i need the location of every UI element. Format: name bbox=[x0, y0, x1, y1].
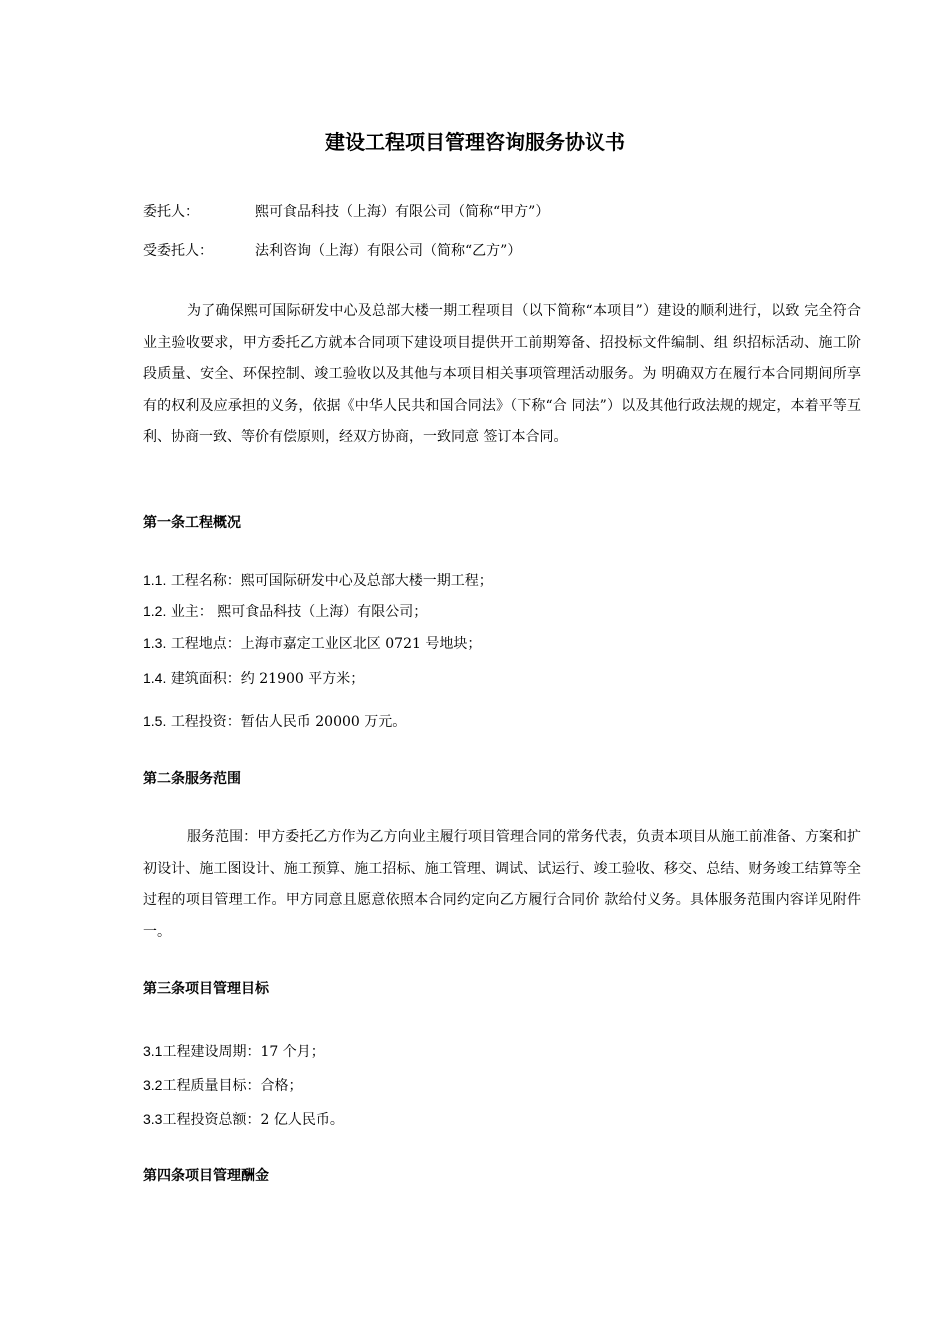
party-client-value: 熙可食品科技（上海）有限公司（简称“甲方”） bbox=[255, 204, 550, 220]
item-number: 3.3 bbox=[143, 1111, 163, 1127]
item-text: 工程地点：上海市嘉定工业区北区 0721 号地块； bbox=[170, 636, 482, 652]
section2-heading: 第二条服务范围 bbox=[143, 771, 241, 787]
item-text: 工程投资：暂估人民币 20000 万元。 bbox=[170, 714, 407, 730]
document-title: 建设工程项目管理咨询服务协议书 bbox=[325, 130, 625, 154]
item-text: 建筑面积：约 21900 平方米； bbox=[170, 671, 365, 687]
party-contractor-label: 受委托人： bbox=[143, 243, 213, 259]
section3-item bbox=[143, 1108, 344, 1131]
item-number: 1.3. bbox=[143, 635, 167, 651]
item-number: 1.1. bbox=[143, 572, 167, 588]
item-number: 1.4. bbox=[143, 670, 167, 686]
item-number: 1.2. bbox=[143, 603, 167, 619]
party-client bbox=[143, 201, 549, 223]
intro-paragraph: 为了确保熙可国际研发中心及总部大楼一期工程项目（以下简称“本项目”）建设的顺利进行，以致 完全符合业主验收要求，甲方委托乙方就本合同项下建设项目提供开工前期筹备、招投标文件编制、组 织招标活动、施工阶段质量、安全、环保控制、竣工验收以及其他与本项目相关事项管理活动服务。为 明确双方在履行本合同期间所享有的权利及应承担的义务，依据《中华人民共和国合同法》（下称“合 同法”）以及其他行政法规的规定，本着平等互利、协商一致、等价有偿原则，经双方协商，一致同意 签订本合同。 bbox=[143, 303, 861, 446]
section4-heading: 第四条项目管理酬金 bbox=[143, 1168, 269, 1184]
item-number: 3.1 bbox=[143, 1043, 163, 1059]
section1-item bbox=[143, 632, 481, 655]
item-number: 1.5. bbox=[143, 713, 167, 729]
section3-item bbox=[143, 1074, 302, 1097]
item-text: 工程投资总额：2 亿人民币。 bbox=[162, 1112, 344, 1128]
item-text: 工程名称：熙可国际研发中心及总部大楼一期工程； bbox=[170, 573, 493, 589]
item-text: 业主： 熙可食品科技（上海）有限公司； bbox=[170, 604, 428, 620]
item-text: 工程质量目标：合格； bbox=[162, 1078, 303, 1094]
section2-paragraph: 服务范围：甲方委托乙方作为乙方向业主履行项目管理合同的常务代表，负责本项目从施工前准备、方案和扩初设计、施工图设计、施工预算、施工招标、施工管理、调试、试运行、竣工验收、移交、总结、财务竣工结算等全过程的项目管理工作。甲方同意且愿意依照本合同约定向乙方履行合同价 款给付义务。具体服务范围内容详见附件一。 bbox=[143, 829, 861, 940]
section1-heading: 第一条工程概况 bbox=[143, 515, 241, 531]
section1-item bbox=[143, 569, 493, 592]
section1-item bbox=[143, 667, 364, 690]
item-number: 3.2 bbox=[143, 1077, 163, 1093]
section1-item bbox=[143, 710, 406, 733]
party-client-label: 委托人： bbox=[143, 204, 199, 220]
party-contractor bbox=[143, 240, 521, 262]
party-contractor-value: 法利咨询（上海）有限公司（简称“乙方”） bbox=[255, 243, 522, 259]
section3-item bbox=[143, 1040, 325, 1063]
section3-heading: 第三条项目管理目标 bbox=[143, 981, 269, 997]
section1-item bbox=[143, 600, 427, 623]
item-text: 工程建设周期：17 个月； bbox=[162, 1044, 325, 1060]
